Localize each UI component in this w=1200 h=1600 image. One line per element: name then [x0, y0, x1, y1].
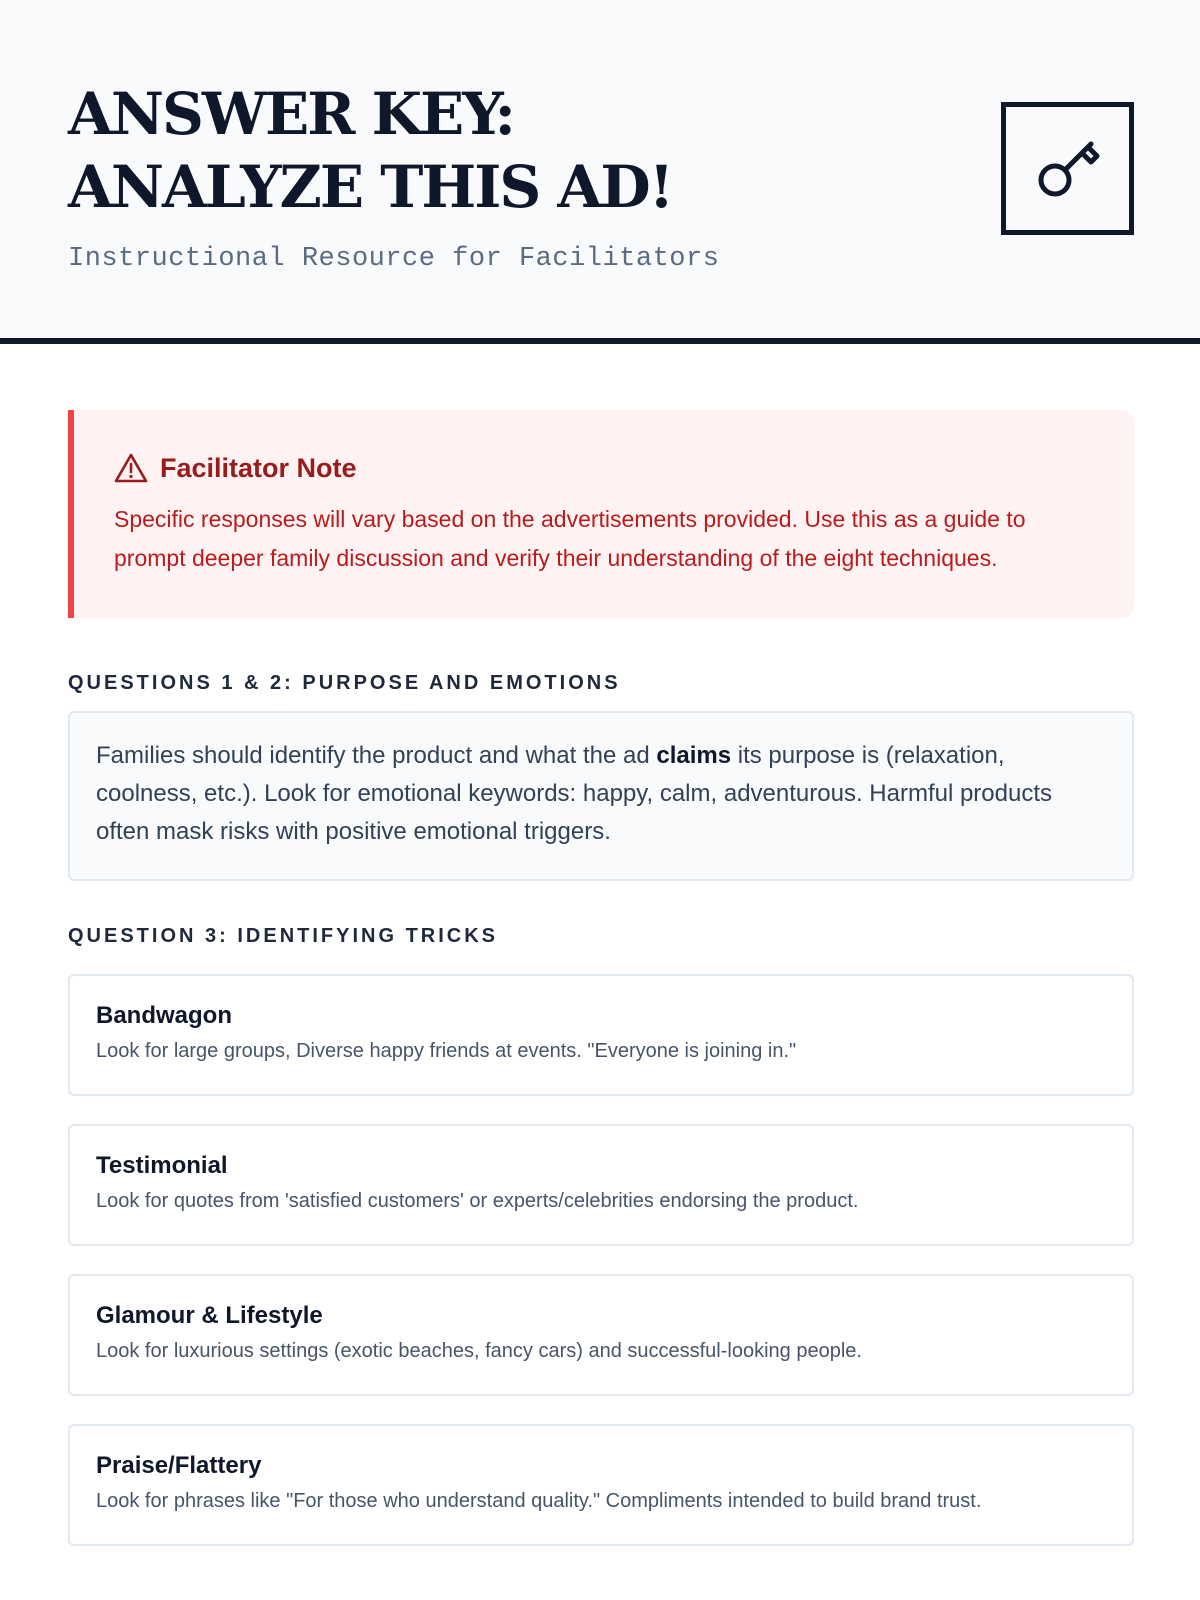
note-text: Specific responses will vary based on the advertisements provided. Use this as a guide to prompt deeper family discussion and verify their understanding of the eight techniques.: [114, 506, 1026, 571]
answer-text-end: its purpose is (relaxation, coolness, etc.). Look for emotional keywords: happy, calm, adventurous. Harmful products often mask risks with positive emotional triggers.: [96, 742, 1053, 845]
answer-text-start: Families should identify the product and what the ad: [96, 742, 657, 769]
page-title: [68, 78, 1132, 224]
answer-text-emphasis: claims: [656, 742, 732, 769]
trick-name: Glamour & Lifestyle: [96, 1302, 323, 1329]
warning-triangle-icon: [114, 452, 148, 484]
section-label-question-3: QUESTION 3: IDENTIFYING TRICKS: [68, 925, 499, 947]
trick-description: Look for quotes from 'satisfied customers' or experts/celebrities endorsing the product.: [96, 1190, 859, 1212]
trick-card-praise-flattery: [68, 1424, 1134, 1546]
key-icon: [1033, 134, 1103, 204]
title-line-1: ANSWER KEY:: [68, 80, 514, 148]
title-line-2: ANALYZE THIS AD!: [68, 153, 673, 221]
note-title: Facilitator Note: [160, 452, 357, 483]
trick-description: Look for large groups, Diverse happy friends at events. "Everyone is joining in.": [96, 1040, 797, 1062]
trick-description: Look for phrases like "For those who understand quality." Compliments intended to build brand trust.: [96, 1490, 982, 1512]
note-header: [114, 452, 1084, 484]
main-content: [0, 344, 1200, 1546]
answer-questions-1-2: [68, 711, 1134, 881]
trick-card-glamour-lifestyle: [68, 1274, 1134, 1396]
trick-name: Testimonial: [96, 1152, 228, 1179]
key-icon-frame: [1001, 102, 1134, 235]
trick-card-bandwagon: [68, 974, 1134, 1096]
page-header: [0, 0, 1200, 344]
page-subtitle: Instructional Resource for Facilitators: [68, 244, 720, 274]
trick-name: Praise/Flattery: [96, 1452, 262, 1479]
trick-card-testimonial: [68, 1124, 1134, 1246]
facilitator-note: [68, 410, 1134, 618]
section-label-questions-1-2: QUESTIONS 1 & 2: PURPOSE AND EMOTIONS: [68, 672, 621, 694]
trick-name: Bandwagon: [96, 1002, 232, 1029]
trick-description: Look for luxurious settings (exotic beaches, fancy cars) and successful-looking people.: [96, 1340, 862, 1362]
